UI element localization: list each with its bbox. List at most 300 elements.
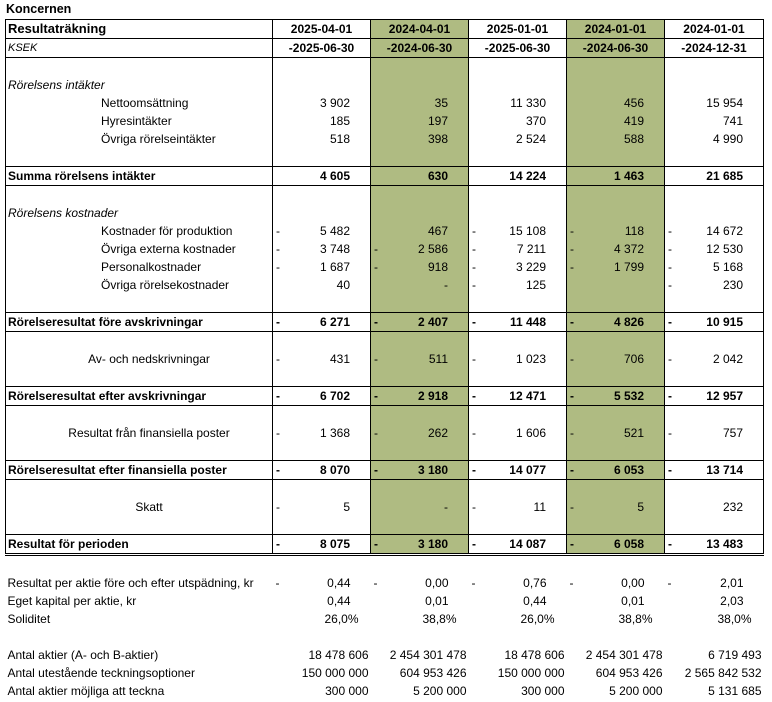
value-cell-col1 bbox=[273, 186, 371, 205]
value-cell-col2 bbox=[371, 350, 469, 368]
section-label-costs: Rörelsens kostnader bbox=[6, 204, 273, 222]
row-label: Personalkostnader bbox=[6, 258, 273, 276]
value-cell-col4 bbox=[567, 313, 665, 332]
value-cell-col4 bbox=[567, 442, 665, 461]
value-cell-col2 bbox=[371, 664, 469, 682]
value-cell-col1 bbox=[273, 294, 371, 313]
value: 6 702 bbox=[319, 389, 350, 403]
row-label bbox=[6, 58, 273, 77]
value-cell-col5 bbox=[665, 294, 764, 313]
value: 12 957 bbox=[706, 389, 743, 403]
negative-sign: - bbox=[472, 260, 476, 274]
negative-sign: - bbox=[374, 537, 378, 551]
value-cell-col2 bbox=[371, 628, 469, 646]
value: 604 953 426 bbox=[399, 666, 467, 680]
blank-row bbox=[6, 148, 764, 167]
value-cell-col5 bbox=[665, 112, 764, 130]
value: 1 606 bbox=[515, 426, 546, 440]
value-cell-col2 bbox=[371, 574, 469, 592]
value-cell-col1 bbox=[273, 461, 371, 480]
value-cell-col4 bbox=[567, 167, 665, 186]
value: 5 bbox=[637, 500, 644, 514]
value-cell-col5 bbox=[665, 167, 764, 186]
negative-sign: - bbox=[570, 224, 574, 238]
negative-sign: - bbox=[472, 315, 476, 329]
value-cell-col3 bbox=[469, 167, 567, 186]
value-cell-col1 bbox=[273, 664, 371, 682]
value: 706 bbox=[623, 352, 644, 366]
negative-sign: - bbox=[276, 260, 280, 274]
value: 2,01 bbox=[720, 576, 744, 590]
value-cell-col5 bbox=[665, 424, 764, 442]
value-cell-col5 bbox=[665, 130, 764, 148]
value: 232 bbox=[722, 500, 743, 514]
value-cell-col2 bbox=[371, 442, 469, 461]
period-header-to: -2024-06-30 bbox=[371, 39, 469, 58]
row-label bbox=[6, 148, 273, 167]
value: 0,44 bbox=[327, 576, 351, 590]
value: 2 586 bbox=[417, 242, 448, 256]
negative-sign: - bbox=[275, 576, 280, 590]
negative-sign: - bbox=[374, 352, 378, 366]
value-cell-col1 bbox=[273, 332, 371, 351]
blank-row bbox=[6, 332, 764, 351]
value: 419 bbox=[623, 114, 644, 128]
negative-sign: - bbox=[668, 260, 672, 274]
value-cell-col3 bbox=[469, 480, 567, 499]
value-cell-col4 bbox=[567, 535, 665, 555]
blank-row bbox=[6, 555, 764, 575]
value: 14 672 bbox=[706, 224, 743, 238]
negative-sign: - bbox=[570, 242, 574, 256]
value-cell-col1 bbox=[273, 610, 371, 628]
negative-sign: - bbox=[472, 278, 476, 292]
value: 26,0% bbox=[324, 612, 359, 626]
value: 5 bbox=[343, 500, 350, 514]
value: 13 714 bbox=[706, 463, 743, 477]
value: 185 bbox=[329, 114, 350, 128]
negative-sign: - bbox=[668, 278, 672, 292]
value-cell-col3 bbox=[469, 610, 567, 628]
negative-sign: - bbox=[667, 576, 672, 590]
value-cell-col4 bbox=[567, 646, 665, 664]
value: 1 023 bbox=[515, 352, 546, 366]
value-cell-col5 bbox=[665, 240, 764, 258]
value: 370 bbox=[525, 114, 546, 128]
table-row bbox=[6, 498, 764, 516]
value: 14 224 bbox=[509, 169, 546, 183]
row-label: Övriga rörelseintäkter bbox=[6, 130, 273, 148]
value: 1 368 bbox=[319, 426, 350, 440]
value-cell-col5 bbox=[665, 516, 764, 535]
negative-sign: - bbox=[668, 224, 672, 238]
value-cell-col2 bbox=[371, 555, 469, 575]
period-header-to: -2025-06-30 bbox=[469, 39, 567, 58]
value: 0,44 bbox=[523, 594, 547, 608]
unit-label: KSEK bbox=[6, 39, 273, 58]
value-cell-col3 bbox=[469, 94, 567, 112]
value-cell-col1 bbox=[273, 442, 371, 461]
value-cell-col3 bbox=[469, 368, 567, 387]
value-cell-col4 bbox=[567, 424, 665, 442]
value-cell-col4 bbox=[567, 350, 665, 368]
negative-sign: - bbox=[276, 537, 280, 551]
row-label bbox=[6, 406, 273, 425]
value: 6 271 bbox=[319, 315, 350, 329]
value-cell-col2 bbox=[371, 313, 469, 332]
header-row bbox=[6, 39, 764, 58]
row-label bbox=[6, 628, 273, 646]
value: 262 bbox=[427, 426, 448, 440]
value-cell-col2 bbox=[371, 204, 469, 222]
row-label: Av- och nedskrivningar bbox=[6, 350, 273, 368]
period-header-from: 2025-01-01 bbox=[469, 20, 567, 39]
value-cell-col1 bbox=[273, 424, 371, 442]
negative-sign: - bbox=[373, 576, 378, 590]
value-cell-col4 bbox=[567, 498, 665, 516]
value-cell-col5 bbox=[665, 555, 764, 575]
value: 3 180 bbox=[417, 463, 448, 477]
value-cell-col4 bbox=[567, 480, 665, 499]
value-cell-col5 bbox=[665, 58, 764, 77]
value: 1 799 bbox=[613, 260, 644, 274]
negative-sign: - bbox=[668, 537, 672, 551]
value-cell-col5 bbox=[665, 406, 764, 425]
value: 150 000 000 bbox=[301, 666, 369, 680]
value-cell-col1 bbox=[273, 204, 371, 222]
row-label: Skatt bbox=[6, 498, 273, 516]
value-cell-col2 bbox=[371, 592, 469, 610]
value: 7 211 bbox=[516, 242, 546, 256]
value-cell-col5 bbox=[665, 610, 764, 628]
value-cell-col1 bbox=[273, 592, 371, 610]
report-title: Koncernen bbox=[6, 2, 72, 16]
value: 4 826 bbox=[613, 315, 644, 329]
value-cell-col2 bbox=[371, 240, 469, 258]
value: 1 463 bbox=[613, 169, 644, 183]
value: 35 bbox=[434, 96, 448, 110]
value-cell-col1 bbox=[273, 130, 371, 148]
negative-sign: - bbox=[276, 352, 280, 366]
negative-sign: - bbox=[668, 463, 672, 477]
negative-sign: - bbox=[374, 463, 378, 477]
negative-sign: - bbox=[668, 389, 672, 403]
value-cell-col3 bbox=[469, 574, 567, 592]
value-cell-col3 bbox=[469, 186, 567, 205]
key-figure-row bbox=[6, 610, 764, 628]
section-label-income: Rörelsens intäkter bbox=[6, 76, 273, 94]
value: 5 168 bbox=[712, 260, 743, 274]
value: 5 200 000 bbox=[413, 684, 467, 698]
value-cell-col1 bbox=[273, 94, 371, 112]
value-cell-col5 bbox=[665, 461, 764, 480]
value-cell-col2 bbox=[371, 332, 469, 351]
value-cell-col3 bbox=[469, 276, 567, 294]
value: 0,00 bbox=[425, 576, 449, 590]
value-cell-col2 bbox=[371, 58, 469, 77]
value: - bbox=[444, 278, 448, 292]
value: 0,00 bbox=[621, 576, 645, 590]
row-label: Kostnader för produktion bbox=[6, 222, 273, 240]
value-cell-col2 bbox=[371, 387, 469, 406]
period-header-from: 2025-04-01 bbox=[273, 20, 371, 39]
value-cell-col2 bbox=[371, 76, 469, 94]
value: 398 bbox=[427, 132, 448, 146]
value-cell-col4 bbox=[567, 112, 665, 130]
table-row bbox=[6, 76, 764, 94]
value-cell-col5 bbox=[665, 387, 764, 406]
value: 4 372 bbox=[613, 242, 644, 256]
value-cell-col3 bbox=[469, 112, 567, 130]
value: 118 bbox=[624, 224, 644, 238]
value-cell-col3 bbox=[469, 387, 567, 406]
value-cell-col4 bbox=[567, 368, 665, 387]
value: 2 524 bbox=[515, 132, 546, 146]
blank-row bbox=[6, 368, 764, 387]
value-cell-col1 bbox=[273, 148, 371, 167]
value-cell-col3 bbox=[469, 592, 567, 610]
value-cell-col1 bbox=[273, 276, 371, 294]
period-header-to: -2024-12-31 bbox=[665, 39, 764, 58]
value: 38,8% bbox=[422, 612, 457, 626]
negative-sign: - bbox=[374, 260, 378, 274]
value-cell-col5 bbox=[665, 535, 764, 555]
value: 11 448 bbox=[509, 315, 546, 329]
value-cell-col5 bbox=[665, 222, 764, 240]
negative-sign: - bbox=[472, 389, 476, 403]
value: 3 902 bbox=[319, 96, 350, 110]
value: 12 471 bbox=[509, 389, 546, 403]
value-cell-col2 bbox=[371, 682, 469, 700]
value-cell-col4 bbox=[567, 516, 665, 535]
table-row bbox=[6, 276, 764, 294]
value-cell-col1 bbox=[273, 240, 371, 258]
value-cell-col5 bbox=[665, 94, 764, 112]
negative-sign: - bbox=[374, 315, 378, 329]
value: 3 180 bbox=[417, 537, 448, 551]
negative-sign: - bbox=[472, 352, 476, 366]
value-cell-col3 bbox=[469, 350, 567, 368]
value-cell-col2 bbox=[371, 424, 469, 442]
table-row bbox=[6, 258, 764, 276]
value: 588 bbox=[623, 132, 644, 146]
value: 12 530 bbox=[706, 242, 743, 256]
row-label bbox=[6, 294, 273, 313]
row-label: Rörelseresultat efter avskrivningar bbox=[6, 387, 273, 406]
value-cell-col2 bbox=[371, 646, 469, 664]
value: 18 478 606 bbox=[504, 648, 565, 662]
period-header-from: 2024-04-01 bbox=[371, 20, 469, 39]
value-cell-col2 bbox=[371, 276, 469, 294]
row-label: Resultat per aktie före och efter utspädning, kr bbox=[7, 576, 254, 590]
value: 14 087 bbox=[509, 537, 546, 551]
blank-row bbox=[6, 58, 764, 77]
value: 0,44 bbox=[327, 594, 351, 608]
value-cell-col4 bbox=[567, 276, 665, 294]
blank-row bbox=[6, 516, 764, 535]
value: 14 077 bbox=[509, 463, 546, 477]
value-cell-col4 bbox=[567, 387, 665, 406]
value-cell-col4 bbox=[567, 76, 665, 94]
blank-row bbox=[6, 406, 764, 425]
key-figure-row bbox=[6, 592, 764, 610]
value: 757 bbox=[722, 426, 743, 440]
value-cell-col4 bbox=[567, 294, 665, 313]
negative-sign: - bbox=[276, 426, 280, 440]
table-row bbox=[6, 424, 764, 442]
blank-row bbox=[6, 480, 764, 499]
row-label bbox=[6, 186, 273, 205]
value-cell-col3 bbox=[469, 646, 567, 664]
value: 6 058 bbox=[613, 537, 644, 551]
value: 456 bbox=[623, 96, 644, 110]
value-cell-col5 bbox=[665, 368, 764, 387]
value-cell-col4 bbox=[567, 592, 665, 610]
value-cell-col5 bbox=[665, 480, 764, 499]
value: 5 131 685 bbox=[708, 684, 762, 698]
value-cell-col4 bbox=[567, 610, 665, 628]
value-cell-col4 bbox=[567, 682, 665, 700]
value-cell-col1 bbox=[273, 258, 371, 276]
negative-sign: - bbox=[570, 315, 574, 329]
value-cell-col2 bbox=[371, 294, 469, 313]
value-cell-col5 bbox=[665, 258, 764, 276]
value: 38,8% bbox=[618, 612, 653, 626]
row-label: Summa rörelsens intäkter bbox=[6, 167, 273, 186]
row-label: Eget kapital per aktie, kr bbox=[7, 594, 137, 608]
value: 11 330 bbox=[510, 96, 546, 110]
total-row bbox=[6, 535, 764, 555]
blank-row bbox=[6, 628, 764, 646]
row-label: Nettoomsättning bbox=[6, 94, 273, 112]
row-label: Antal utestående teckningsoptioner bbox=[7, 666, 195, 680]
value-cell-col3 bbox=[469, 148, 567, 167]
period-header-to: -2025-06-30 bbox=[273, 39, 371, 58]
value-cell-col3 bbox=[469, 406, 567, 425]
value-cell-col1 bbox=[273, 58, 371, 77]
value-cell-col1 bbox=[273, 406, 371, 425]
value-cell-col5 bbox=[665, 442, 764, 461]
negative-sign: - bbox=[276, 389, 280, 403]
value: 15 108 bbox=[509, 224, 546, 238]
value: 2 454 301 478 bbox=[389, 648, 467, 662]
header-row bbox=[6, 20, 764, 39]
value: 630 bbox=[427, 169, 448, 183]
negative-sign: - bbox=[276, 463, 280, 477]
table-row bbox=[6, 350, 764, 368]
row-label: Resultat för perioden bbox=[6, 535, 273, 555]
value: 230 bbox=[722, 278, 743, 292]
row-label bbox=[6, 332, 273, 351]
period-header-to: -2024-06-30 bbox=[567, 39, 665, 58]
negative-sign: - bbox=[668, 315, 672, 329]
value-cell-col5 bbox=[665, 332, 764, 351]
value: 11 bbox=[533, 500, 546, 514]
row-label: Rörelseresultat efter finansiella poster bbox=[6, 461, 273, 480]
value-cell-col2 bbox=[371, 610, 469, 628]
value-cell-col3 bbox=[469, 222, 567, 240]
value-cell-col1 bbox=[273, 387, 371, 406]
value-cell-col2 bbox=[371, 498, 469, 516]
negative-sign: - bbox=[472, 242, 476, 256]
value: 10 915 bbox=[706, 315, 743, 329]
subtotal-row bbox=[6, 167, 764, 186]
value-cell-col3 bbox=[469, 294, 567, 313]
value-cell-col2 bbox=[371, 94, 469, 112]
value: 521 bbox=[623, 426, 644, 440]
value-cell-col1 bbox=[273, 313, 371, 332]
value-cell-col5 bbox=[665, 204, 764, 222]
value: 0,01 bbox=[621, 594, 645, 608]
value-cell-col5 bbox=[665, 628, 764, 646]
share-data-row bbox=[6, 682, 764, 700]
value: 2,03 bbox=[720, 594, 744, 608]
negative-sign: - bbox=[374, 389, 378, 403]
value-cell-col5 bbox=[665, 664, 764, 682]
negative-sign: - bbox=[276, 224, 280, 238]
statement-title: Resultaträkning bbox=[6, 20, 273, 39]
row-label: Hyresintäkter bbox=[6, 112, 273, 130]
value-cell-col1 bbox=[273, 112, 371, 130]
value-cell-col1 bbox=[273, 167, 371, 186]
share-data-row bbox=[6, 646, 764, 664]
value-cell-col1 bbox=[273, 350, 371, 368]
value-cell-col4 bbox=[567, 204, 665, 222]
blank-row bbox=[6, 442, 764, 461]
value: 6 719 493 bbox=[708, 648, 762, 662]
value: 300 000 bbox=[521, 684, 565, 698]
value-cell-col1 bbox=[273, 498, 371, 516]
value: - bbox=[444, 500, 448, 514]
value-cell-col2 bbox=[371, 258, 469, 276]
value-cell-col1 bbox=[273, 574, 371, 592]
negative-sign: - bbox=[668, 426, 672, 440]
value: 5 482 bbox=[319, 224, 350, 238]
negative-sign: - bbox=[570, 500, 574, 514]
value: 431 bbox=[329, 352, 350, 366]
value-cell-col4 bbox=[567, 332, 665, 351]
value-cell-col3 bbox=[469, 516, 567, 535]
value: 2 918 bbox=[417, 389, 448, 403]
value: 4 605 bbox=[319, 169, 350, 183]
value-cell-col5 bbox=[665, 186, 764, 205]
value: 150 000 000 bbox=[497, 666, 565, 680]
value-cell-col2 bbox=[371, 516, 469, 535]
value: 40 bbox=[336, 278, 350, 292]
value-cell-col4 bbox=[567, 240, 665, 258]
income-statement-table bbox=[5, 19, 764, 700]
value-cell-col2 bbox=[371, 112, 469, 130]
value-cell-col5 bbox=[665, 148, 764, 167]
value-cell-col4 bbox=[567, 94, 665, 112]
value-cell-col1 bbox=[273, 368, 371, 387]
value-cell-col4 bbox=[567, 461, 665, 480]
row-label bbox=[6, 516, 273, 535]
value-cell-col3 bbox=[469, 76, 567, 94]
value: 2 454 301 478 bbox=[585, 648, 663, 662]
value: 604 953 426 bbox=[595, 666, 663, 680]
table-row bbox=[6, 130, 764, 148]
value: 38,0% bbox=[717, 612, 752, 626]
value-cell-col3 bbox=[469, 240, 567, 258]
value-cell-col4 bbox=[567, 130, 665, 148]
value: 13 483 bbox=[706, 537, 743, 551]
negative-sign: - bbox=[570, 352, 574, 366]
table-row bbox=[6, 240, 764, 258]
value: 26,0% bbox=[520, 612, 555, 626]
table-row bbox=[6, 112, 764, 130]
period-header-from: 2024-01-01 bbox=[567, 20, 665, 39]
